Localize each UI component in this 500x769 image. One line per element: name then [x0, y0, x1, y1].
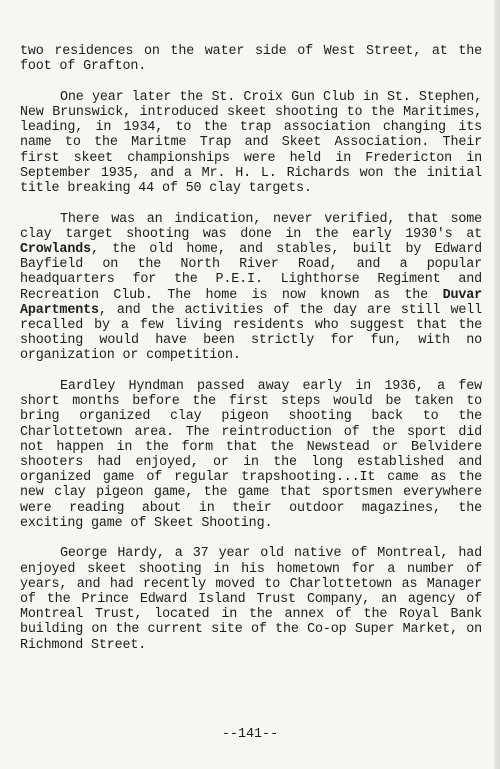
- page-edge-shadow: [494, 0, 500, 769]
- paragraph-4: [20, 379, 482, 531]
- paragraph-text: , and the activities of the day are still well recalled by a few living residents who suggest that the shooting would have been strictly for fun, with no organization or competition.: [20, 302, 482, 364]
- paragraph-text: There was an indication, never verified, that some clay target shooting was done in the early 1930's at: [20, 211, 482, 242]
- paragraph-text: George Hardy, a 37 year old native of Montreal, had enjoyed skeet shooting in his hometown for a number of years, and had recently moved to Charlottetown as Manager of the Prince Edward Island Trust Company, an agency of Montreal Trust, located in the annex of the Royal Bank building on the current site of the Co-op Super Market, on Richmond Street.: [20, 546, 482, 653]
- paragraph-text: One year later the St. Croix Gun Club in St. Stephen, New Brunswick, introduced skeet shooting to the Maritimes, leading, in 1934, to the trap association changing its name to the Maritme Trap and Skeet Association. Their first skeet championships were held in Fredericton in September 1935, and a Mr. H. L. Richards won the initial title breaking 44 of 50 clay targets.: [20, 89, 482, 197]
- paragraph-2: [20, 90, 482, 196]
- page-number: --141--: [221, 727, 279, 742]
- paragraph-3: [20, 212, 482, 364]
- paragraph-text: Eardley Hyndman passed away early in 1936, a few short months before the first steps would be taken to bring organized clay pigeon shooting back to the Charlottetown area. The reintroduction of the sport did not happen in the form that the Newstead or Belvidere shooters had enjoyed, or in the long established and organized game of regular trapshooting...It came as the new clay pigeon game, the game that sportsmen everywhere were reading about in their outdoor magazines, the exciting game of Skeet Shooting.: [20, 379, 482, 531]
- body-text: [20, 44, 482, 668]
- bold-term: Crowlands: [20, 242, 91, 258]
- paragraph-text: two residences on the water side of West Street, at the foot of Grafton.: [20, 44, 482, 75]
- paragraph-text: , the old home, and stables, built by Edward Bayfield on the North River Road, and a popular headquarters for the P.E.I. Lighthorse Regiment and Recreation Club. The home is now known as the: [20, 242, 482, 303]
- paragraph-1: [20, 44, 482, 74]
- bold-term: Duvar Apartments: [20, 287, 482, 318]
- paragraph-5: [20, 546, 482, 652]
